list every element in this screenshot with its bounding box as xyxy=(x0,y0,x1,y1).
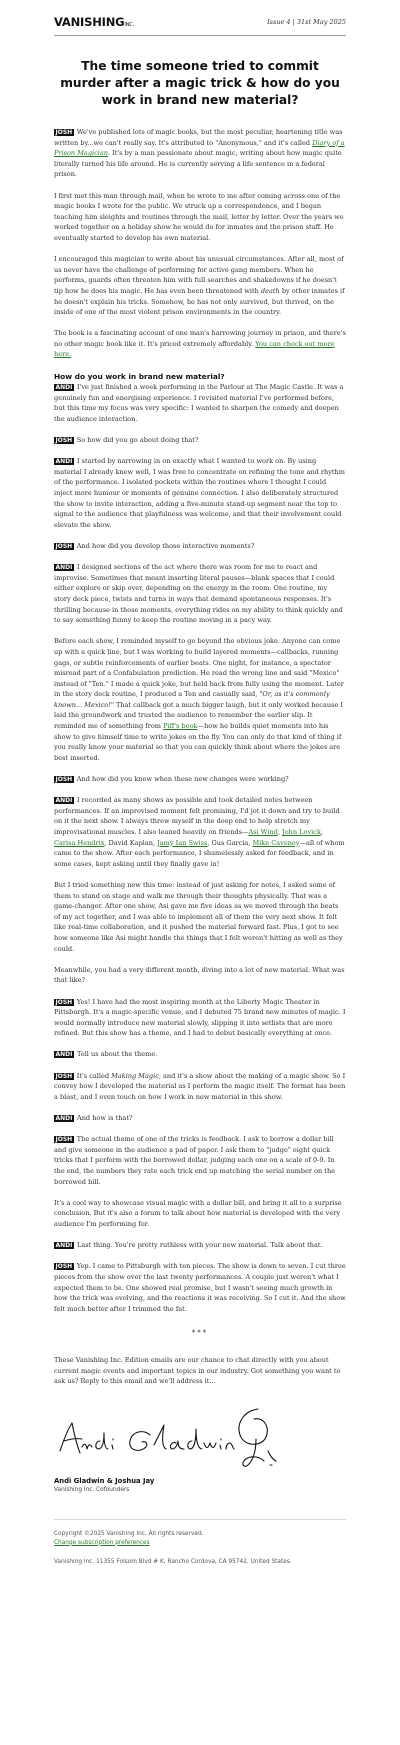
interview-paragraph: It's a cool way to showcase visual magic with a dollar bill, and bring it all to a surprise conclusion. But it's also a forum to talk about how material is developed with the very audience I'm performing for. xyxy=(54,1198,342,1228)
interview-paragraph xyxy=(54,997,346,1039)
quote: "Or, as it's commonly known... Mexico!" xyxy=(54,690,330,709)
interview-paragraph: But I tried something new this time: instead of just asking for notes, I asked some of them to stand on stage and walk me through their thoughts physically. That was a game-changer. After one show, Asi gave me five ideas as we moved through the beats of my act together, and I was able to implement all of them the very next show. It felt like real-time collaboration, and it pushed the material forward fast. Plus, I got to see how someone like Asi might handle the things that I felt weren't hitting as well as they could. xyxy=(54,880,343,953)
show-title: Making Magic xyxy=(111,1071,159,1080)
email-header xyxy=(54,8,346,36)
interview-paragraph xyxy=(54,541,346,552)
text: I encouraged this magician to write about his unusual circumstances. After all, most of us never have the challenge of performing for active gang members. When he performs, guards often threaten him with full searches and shakedowns if he doesn't tip how he does his magic. He has even been threatened with xyxy=(54,255,344,295)
text: . It's by a man passionate about magic, writing about how magic quite literally turned his life around. He is currently serving a life sentence in a federal prison. xyxy=(54,149,342,179)
john-lovick-link[interactable]: John Lovick xyxy=(282,828,321,836)
interview-paragraph xyxy=(54,382,346,424)
speaker-tag: ANDI xyxy=(55,1051,73,1059)
copyright-text: Copyright ©2025 Vanishing Inc. All rights reserved. xyxy=(54,1530,204,1537)
text: Yep. I came to Pittsburgh with ten pieces. The show is down to seven. I cut three pieces from the show over the last twenty performances. A couple just weren't what I expected them to be. One showed real promise, but I wasn't seeing much growth in how the trick was evolving, and the reactions it was receiving. So I cut it. And the show felt much better after I trimmed the fat. xyxy=(54,1262,346,1313)
text: , xyxy=(320,828,323,836)
issue-label: Issue 4 | 31st May 2025 xyxy=(267,17,346,26)
signer-names: Andi Gladwin & Joshua Jay xyxy=(54,1476,155,1485)
piffs-book-link[interactable]: Piff's book xyxy=(163,722,198,731)
text: The book is a fascinating account of one man's harrowing journey in prison, and there's no other magic book like it. It's priced extremely affordably. xyxy=(54,329,346,348)
signature-andi-gladwin xyxy=(54,1403,346,1473)
interview-paragraph xyxy=(54,1134,346,1187)
asi-wind-link[interactable]: Asi Wind xyxy=(248,828,278,836)
speaker-tag: ANDI xyxy=(55,797,73,805)
text: I recorded as many shows as possible and took detailed notes between performances. If an improvised moment felt promising, I'd jot it down and try to build on it the next show. I always threw myself in the deep end to help stretch my improvisational muscles. I also leaned heavily on friends— xyxy=(54,796,340,836)
speaker-tag: JOSH xyxy=(55,542,73,550)
interview-paragraph xyxy=(54,1071,346,1103)
text: , David Kaplan, xyxy=(104,838,158,847)
interview-paragraph xyxy=(54,1113,346,1124)
jamy-ian-swiss-link[interactable]: Jamy Ian Swiss xyxy=(157,838,208,847)
closing-paragraph: These Vanishing Inc. Edition emails are our chance to chat directly with you about current magic events and important topics in our industry. Got something you want to ask us? Reply to this email and we'll address it... xyxy=(54,1355,341,1386)
intro-paragraph-4 xyxy=(54,328,346,360)
logo-suffix: INC. xyxy=(124,21,134,28)
speaker-tag: JOSH xyxy=(55,129,73,136)
signatures xyxy=(54,1403,346,1473)
text: , and it's a show about the making of a magic show. So I convey how I developed the material as I perform the magic itself. The format has been a blast, and I even touch on how I work in new material in this show. xyxy=(54,1071,346,1101)
speaker-tag: ANDI xyxy=(55,564,73,572)
interview-paragraph xyxy=(54,1240,346,1251)
speaker-tag: JOSH xyxy=(55,1072,73,1080)
postal-address: Vanishing Inc. 11355 Folsom Blvd # K, Rancho Cordova, CA 95742, United States. xyxy=(54,1558,292,1565)
intro-paragraph-1 xyxy=(54,127,346,180)
mike-caveney-link[interactable]: Mike Caveney xyxy=(252,838,300,847)
text: And how did you develop those interactive moments? xyxy=(74,541,255,550)
interview-paragraph: Meanwhile, you had a very different month, diving into a lot of new material. What was that like? xyxy=(54,965,345,985)
text: The actual theme of one of the tricks is feedback. I ask to borrow a dollar bill and give someone in the audience a pad of paper. I ask them to "judge" eight quick tricks that I perform with the borrowed dollar, judging each one on a scale of 0-9. In the end, the numbers they rate each trick end up matching the serial number on the borrowed bill. xyxy=(54,1135,336,1186)
text: Yes! I have had the most inspiring month at the Liberty Magic Theater in Pittsburgh. It's a magic-specific venue, and I debuted 75 brand new minutes of magic. I would normally introduce new material slowly, slipping it into setlists that are more refined. But this show has a theme, and I had to debut basically everything at once. xyxy=(54,997,346,1038)
interview-paragraph xyxy=(54,774,346,785)
text: —all of whom came to the show. After each performance, I shamelessly asked for feedback, and in some cases, kept asking until they finally gave in! xyxy=(54,838,345,868)
interview-paragraph xyxy=(54,1261,346,1314)
check-out-link[interactable]: You can check out more here. xyxy=(54,339,335,359)
article-body xyxy=(54,127,346,1387)
text: , xyxy=(277,828,283,836)
vanishing-logo[interactable] xyxy=(54,15,134,29)
text: I designed sections of the act where there was room for me to react and improvise. Sometimes that meant inserting literal pauses—blank spaces that I could either explore or skip over, depending on the energy in the room. One routine, my story deck piece, twists and turns in ways that demand spontaneous responses. It's thrilling because in those moments, everything rides on my ability to think quickly and to say something funny to keep the routine moving in a pacy way. xyxy=(54,563,343,625)
interview-paragraph xyxy=(54,1049,346,1060)
signature-joshua-jay xyxy=(224,1403,284,1473)
preferences-link[interactable]: Change subscription preferences xyxy=(54,1539,150,1546)
interview-paragraph xyxy=(54,795,346,869)
emphasis: death xyxy=(260,286,280,295)
email-footer xyxy=(54,1519,346,1567)
intro-paragraph-3 xyxy=(54,254,346,318)
text: , Gus Garcia, xyxy=(207,838,253,847)
text: We've published lots of magic books, but the most peculiar, heartening title was written by...we can't really say. It's attributed to "Anonymous," and it's called xyxy=(54,128,343,147)
text: Tell us about the theme. xyxy=(74,1050,158,1059)
text: So how did you go about doing that? xyxy=(74,436,199,445)
section-title: How do you work in brand new material? xyxy=(54,372,225,382)
page-title: The time someone tried to commit murder after a magic trick & how do you work in brand new material? xyxy=(60,59,340,107)
text: That callback got a much bigger laugh, but it only worked because I laid the groundwork and trusted the audience to remember the earlier slip. It reminded me of something from xyxy=(54,700,343,731)
speaker-tag: JOSH xyxy=(55,776,73,784)
text: Last thing. You're pretty ruthless with your new material. Talk about that. xyxy=(74,1241,323,1250)
text: And how is that? xyxy=(74,1114,133,1123)
text: —how he builds quiet moments into his show to give himself time to write jokes on the fly. You can only do that kind of thing if you really know your material so that you can quickly think about where the jokes are best inserted. xyxy=(54,722,342,762)
speaker-tag: ANDI xyxy=(55,384,73,392)
text: I've just finished a week performing in the Parlour at The Magic Castle. It was a genuinely fun and energising experience. I revisited material I've performed before, but this time my focus was very specific: I wanted to sharpen the comedy and deepen the audience interaction. xyxy=(54,383,344,423)
speaker-tag: ANDI xyxy=(55,1242,73,1250)
text: I started by narrowing in on exactly what I wanted to work on. By using material I already knew well, I was free to concentrate on refining the tone and rhythm of the performance. I isolated pockets within the routines where I thought I could inject more humour or moments of genuine connection. I also deliberately structured the show to invite interaction, adding a five-minute stand-up segment near the top to signal to the audience that playfulness was welcome, and that their involvement could elevate the show. xyxy=(54,457,345,529)
speaker-tag: JOSH xyxy=(55,1136,73,1144)
logo-text: VANISHING xyxy=(54,14,125,29)
speaker-tag: JOSH xyxy=(55,1263,73,1271)
signer-role: Vanishing Inc. Cofounders xyxy=(54,1486,130,1493)
speaker-tag: ANDI xyxy=(55,458,73,466)
text: It's called xyxy=(74,1071,112,1080)
speaker-tag: JOSH xyxy=(55,437,73,445)
email-page xyxy=(0,8,400,1575)
text: And how did you know when these new changes were working? xyxy=(74,775,289,784)
text: Before each show, I reminded myself to go beyond the obvious joke. Anyone can come up with a quick line, but I was working to build layered moments—callbacks, running gags, or subtle reinforcements of earlier beats. One night, for instance, a spectator misread part of a Confabulation prediction. He read the wrong line and said "Mexico" instead of "Ten." I made a quick joke, but held back from fully using the moment. Later in the story deck routine, I produced a Ten and casually said, xyxy=(54,637,344,699)
book-link[interactable]: Diary of a Prison Magician xyxy=(54,138,345,158)
carisa-hendrix-link[interactable]: Carisa Hendrix xyxy=(54,838,105,847)
interview-paragraph xyxy=(54,456,346,530)
intro-paragraph-2: I first met this man through mail, when he wrote to me after coming across one of the magic books I wrote for the public. We struck up a correspondence, and I began teaching him sleights and routines through the mail, letter by letter. Over the years we worked together on a holiday show he would do for inmates and the prison staff. He eventually started to develop his own material. xyxy=(54,191,344,242)
interview-paragraph xyxy=(54,562,346,626)
section-separator: *** xyxy=(191,1329,209,1338)
speaker-tag: JOSH xyxy=(55,998,73,1006)
signers xyxy=(54,1477,346,1493)
interview-paragraph xyxy=(54,636,346,763)
text: by other inmates if he doesn't explain his tricks. Somehow, he has not only survived, but thrived, on the inside of one of the most violent prison environments in the country. xyxy=(54,286,345,317)
speaker-tag: ANDI xyxy=(55,1115,73,1123)
interview-paragraph xyxy=(54,435,346,446)
